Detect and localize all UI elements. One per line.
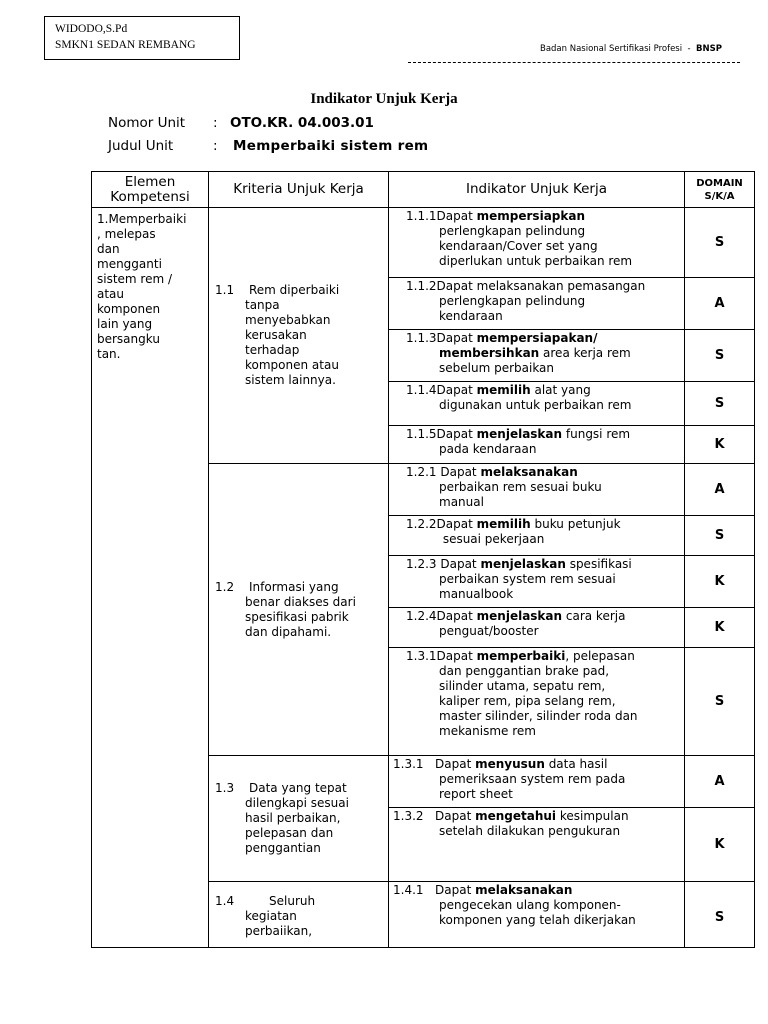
kriteria-line: menyebabkan [245,313,331,327]
header-domain-line1: DOMAIN [696,177,743,189]
indikator-cell [389,882,685,948]
kriteria-number: 1.4 [215,893,235,908]
indikator-code: 1.1.3 [406,331,437,345]
indikator-verb: melaksanakan [475,883,573,897]
unit-number-colon: : [213,115,218,131]
elemen-cell [92,208,209,948]
domain-value: S [685,516,755,556]
indikator-first-line [406,279,684,294]
indikator-line: setelah dilakukan pengukuran [439,824,621,838]
header-domain-line2: S/K/A [704,190,735,202]
indikator-code: 1.3.1 [406,649,437,663]
indikator-cell [389,278,685,330]
domain-value: S [685,382,755,426]
kriteria-line: Data yang tepat [249,781,347,795]
indikator-text: buku petunjuk [530,517,621,531]
indikator-cell [389,556,685,608]
author-name: WIDODO,S.Pd [55,23,128,35]
indikator-line: kaliper rem, pipa selang rem, [439,694,616,708]
indikator-verb: memperbaiki [476,649,566,663]
elemen-line: sistem rem / [97,272,173,286]
indikator-line: perbaikan system rem sesuai [439,572,616,586]
domain-value: A [685,464,755,516]
indikator-text: Dapat [427,809,476,823]
indikator-line: report sheet [439,787,513,801]
kriteria-line: tanpa [245,298,280,312]
indikator-line: mekanisme rem [439,724,536,738]
indikator-first-line [406,427,684,442]
indikator-text: Dapat [436,609,477,623]
indikator-line: diperlukan untuk perbaikan rem [439,254,633,268]
indikator-code: 1.1.5 [406,427,437,441]
table-row [92,208,755,278]
indikator-first-line [406,209,684,224]
table-header-row [92,172,755,208]
kriteria-line: pelepasan dan [245,826,334,840]
elemen-line: bersangku [97,332,160,346]
indikator-text: Dapat melaksanakan pemasangan [436,279,646,293]
indikator-first-line [406,557,684,572]
elemen-line: atau [97,287,125,301]
elemen-line: komponen [97,302,161,316]
header-elemen-line1: Elemen [124,173,176,190]
unit-number-value: OTO.KR. 04.003.01 [230,115,374,131]
indikator-text: Dapat [436,331,477,345]
indikator-line: pada kendaraan [439,442,537,456]
indikator-verb: mengetahui [475,809,557,823]
elemen-line: , melepas [97,227,156,241]
header-indikator: Indikator Unjuk Kerja [389,172,685,208]
indikator-line: dan penggantian brake pad, [439,664,610,678]
agency-name: Badan Nasional Sertifikasi Profesi [540,44,683,54]
kriteria-line: terhadap [245,343,300,357]
unit-title-value: Memperbaiki sistem rem [233,138,429,154]
indicator-table [91,171,755,948]
indikator-verb: menjelaskan [476,427,563,441]
kriteria-line: komponen atau [245,358,339,372]
header-elemen [92,172,209,208]
indikator-cell [389,208,685,278]
indikator-first-line [393,809,684,824]
domain-value: S [685,882,755,948]
indikator-text: , pelepasan [565,649,635,663]
indikator-cell [389,608,685,648]
indikator-text: Dapat [427,757,476,771]
kriteria-line: kerusakan [245,328,307,342]
indikator-line: sesuai pekerjaan [439,532,545,546]
indikator-line: master silinder, silinder roda dan [439,709,638,723]
indikator-line: silinder utama, sepatu rem, [439,679,606,693]
unit-title-label: Judul Unit [108,138,174,154]
elemen-line: dan [97,242,120,256]
indikator-verb: melaksanakan [480,465,578,479]
indikator-code: 1.1.4 [406,383,437,397]
indikator-line: perlengkapan pelindung [439,294,586,308]
domain-value: K [685,608,755,648]
indikator-verb: memilih [476,517,531,531]
indikator-first-line [406,383,684,398]
indikator-verb: menjelaskan [476,609,563,623]
unit-title-colon: : [213,138,218,154]
header-kriteria: Kriteria Unjuk Kerja [209,172,389,208]
indikator-cell [389,756,685,808]
kriteria-cell [209,882,389,948]
indikator-text: Dapat [436,517,477,531]
indikator-verb: menjelaskan [480,557,566,571]
indikator-first-line [406,609,684,624]
indikator-line: kendaraan/Cover set yang [439,239,598,253]
unit-number-label: Nomor Unit [108,115,186,131]
indikator-cell [389,330,685,382]
indikator-line: kendaraan [439,309,503,323]
indikator-line: manualbook [439,587,514,601]
indikator-text: spesifikasi [565,557,632,571]
kriteria-number: 1.2 [215,579,235,594]
indikator-first-line [393,757,684,772]
indikator-first-line [406,649,684,664]
header-elemen-line2: Kompetensi [110,188,190,205]
domain-value: K [685,426,755,464]
domain-value: A [685,756,755,808]
kriteria-cell [209,464,389,756]
indikator-code: 1.1.2 [406,279,437,293]
elemen-line: tan. [97,347,121,361]
kriteria-number: 1.3 [215,781,235,795]
indikator-first-line [406,517,684,532]
indikator-cell [389,426,685,464]
kriteria-line: perbaiikan, [245,923,313,938]
indikator-code: 1.2.4 [406,609,437,623]
indikator-text: fungsi rem [562,427,631,441]
elemen-line: 1.Memperbaiki [97,212,187,226]
domain-value: S [685,208,755,278]
indikator-cell [389,516,685,556]
indikator-verb: menyusun [475,757,545,771]
indikator-text: Dapat [436,649,477,663]
indikator-text: Dapat [436,557,481,571]
indikator-line: manual [439,495,484,509]
elemen-line: mengganti [97,257,162,271]
kriteria-line: benar diakses dari [245,594,356,609]
indikator-line: digunakan untuk perbaikan rem [439,398,632,412]
indikator-line [406,346,684,361]
elemen-line: lain yang [97,317,153,331]
indikator-line: pengecekan ulang komponen- [439,898,621,912]
domain-value: A [685,278,755,330]
indikator-verb: membersihkan [439,346,540,360]
indikator-code: 1.4.1 [393,883,424,897]
agency-separator: - [687,44,691,54]
kriteria-line: Seluruh [269,893,316,908]
indikator-code: 1.3.2 [393,809,424,823]
indikator-code: 1.2.3 [406,557,437,571]
kriteria-line: dan dipahami. [245,624,332,639]
domain-value: K [685,808,755,882]
kriteria-cell [209,756,389,882]
kriteria-line: Informasi yang [249,579,339,594]
indikator-verb: memilih [476,383,531,397]
indikator-first-line [406,465,684,480]
author-school: SMKN1 SEDAN REMBANG [55,39,196,51]
indikator-code: 1.1.1 [406,209,437,223]
indikator-text: cara kerja [562,609,626,623]
kriteria-line: hasil perbaikan, [245,811,341,825]
agency-header [540,44,722,54]
document-title: Indikator Unjuk Kerja [310,91,458,107]
kriteria-cell [209,208,389,464]
indikator-cell [389,648,685,756]
indikator-text: data hasil [544,757,608,771]
domain-value: K [685,556,755,608]
header-domain [685,172,755,208]
indikator-verb: mempersiapkan [476,209,585,223]
author-box [44,16,240,60]
kriteria-line: sistem lainnya. [245,373,336,387]
indikator-first-line [393,883,684,898]
kriteria-line: Rem diperbaiki [249,283,340,297]
indikator-text: Dapat [436,427,477,441]
indikator-cell [389,464,685,516]
indikator-text: area kerja rem [539,346,631,360]
indikator-cell [389,808,685,882]
kriteria-line: penggantian [245,841,321,855]
indikator-line: perbaikan rem sesuai buku [439,480,602,494]
indikator-first-line [406,331,684,346]
domain-value: S [685,648,755,756]
indikator-text: kesimpulan [556,809,629,823]
kriteria-line: spesifikasi pabrik [245,609,349,624]
indikator-text: Dapat [436,383,477,397]
indikator-text: alat yang [530,383,591,397]
indikator-text: Dapat [436,209,477,223]
kriteria-line: kegiatan [245,908,297,923]
indikator-text: Dapat [427,883,476,897]
indikator-line: komponen yang telah dikerjakan [439,913,636,927]
kriteria-number: 1.1 [215,283,235,297]
indikator-text: Dapat [436,465,481,479]
indikator-cell [389,382,685,426]
indikator-code: 1.2.2 [406,517,437,531]
indikator-line: pemeriksaan system rem pada [439,772,626,786]
indikator-line: perlengkapan pelindung [439,224,586,238]
indikator-code: 1.3.1 [393,757,424,771]
kriteria-line: dilengkapi sesuai [245,796,349,810]
agency-abbr: BNSP [695,44,722,54]
domain-value: S [685,330,755,382]
indikator-line: penguat/booster [439,624,539,638]
indikator-verb: mempersiapakan/ [476,331,598,345]
header-divider [408,62,740,63]
indikator-line: sebelum perbaikan [439,361,555,375]
indikator-code: 1.2.1 [406,465,437,479]
